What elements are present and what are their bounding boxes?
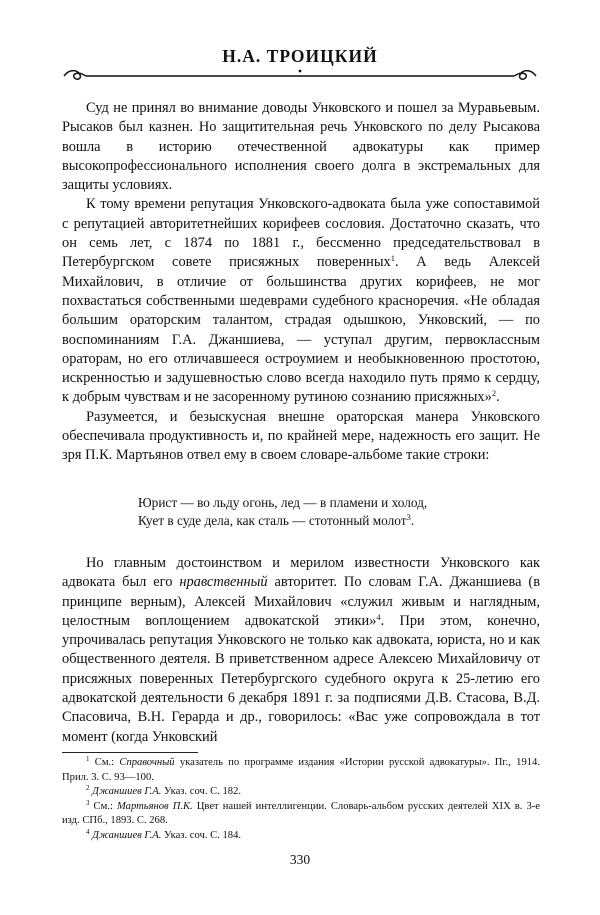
- footnote-ref: 3: [406, 511, 411, 522]
- footnote-divider: [62, 752, 198, 753]
- poem-line: Юрист — во льду огонь, лед — в пламени и холод,: [138, 495, 428, 510]
- paragraph: Разумеется, и безыскусная внешне ораторская манера Унковского обеспечивала продуктивность и, по крайней мере, надежность его защит. Не зря П.К. Мартьянов отвел ему в своем словаре-альбоме такие строки:: [62, 408, 540, 464]
- footnote-ref: 2: [491, 388, 497, 399]
- footnote: $^3$ См.: Мартьянов П.К. Цвет нашей интеллигенции. Словарь-альбом русских деятелей XIX в. 3-е изд. СПб., 1893. С. 268.: [62, 798, 540, 827]
- footnote-ref: 4: [376, 611, 381, 622]
- footnote: $^2$ Джаншиев Г.А. Указ. соч. С. 182.: [86, 784, 242, 798]
- header-ornament: [62, 68, 538, 82]
- paragraph: Суд не принял во внимание доводы Унковского и пошел за Муравьевым. Рысаков был казнен. Но защитительная речь Унковского по делу Рысакова вошла в историю отечественной адвокатуры как пример высокопрофессионального исполнения своего долга в экстремальных для защиты условиях.: [62, 100, 540, 194]
- footnote-ref: 1: [390, 253, 395, 264]
- paragraph: К тому времени репутация Унковского-адвоката была уже сопоставимой с репутацией авторитетнейших корифеев сословия. Достаточно сказать, что он семь лет, с 1874 по 1881 г., бессменно председательствовал в Петербургском совете присяжных поверенных$^1$. А ведь Алексей Михайлович, в отличие от большинства других корифеев, не мог похвастаться собственными шедеврами судебного красноречия. «Не обладая большим ораторским талантом, страдая одышкою, Унковский, — по воспоминаниям Г.А. Джаншиева, — уступал другим, первоклассным ораторам, но его отличавшееся остроумием и необыкновенною простотою, искренностью и задушевностью слово всегда находило путь прямо к сердцу, к добрым чувствам и не засоренному рутиною сознанию присяжных»$^2$.: [62, 196, 541, 406]
- running-header-title: Н.А. ТРОИЦКИЙ: [222, 46, 378, 66]
- main-text-upper: [62, 99, 540, 466]
- poem-quote: [138, 494, 478, 529]
- footnote: $^4$ Джаншиев Г.А. Указ. соч. С. 184.: [86, 827, 242, 841]
- poem-line: Кует в суде дела, как сталь — стотонный молот$^3$.: [138, 511, 415, 528]
- main-text-lower: [62, 554, 540, 747]
- page-number: 330: [289, 852, 311, 867]
- footnotes: [62, 756, 540, 844]
- paragraph: Но главным достоинством и мерилом известности Унковского как адвоката был его нравственный авторитет. По словам Г.А. Джаншиева (в принципе верным), Алексей Михайлович «служил живым и наглядным, целостным воплощением адвокатской этики»$^4$. При этом, конечно, упрочивалась репутация Унковского не только как адвоката, юриста, но и как общественного деятеля. В приветственном адресе Алексею Михайловичу от присяжных поверенных Петербургского судебного округа к 25-летию его адвокатской деятельности 6 декабря 1891 г. за подписями Д.В. Стасова, В.Д. Спасовича, В.Н. Герарда и др., говорилось: «Вас уже сопровождала в тот момент (когда Унковский: [62, 555, 540, 745]
- footnote: $^1$ См.: Справочный указатель по программе издания «Истории русской адвокатуры». Пг., 1914. Прил. 3. С. 93—100.: [62, 755, 540, 783]
